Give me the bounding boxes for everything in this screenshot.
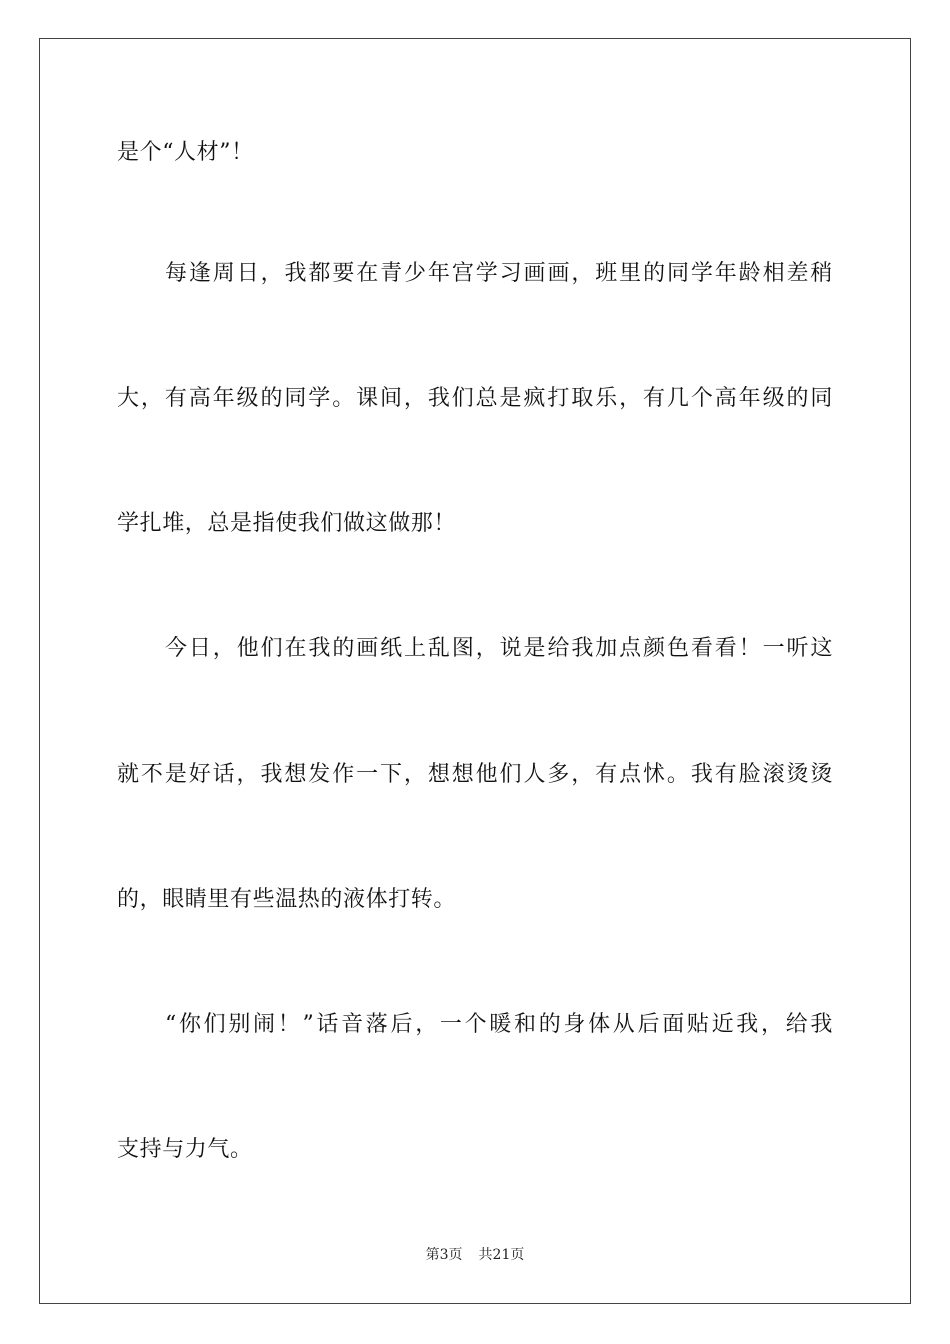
text-line: 学扎堆，总是指使我们做这做那！ [117, 511, 457, 536]
paragraph-first-line: 今日，他们在我的画纸上乱图，说是给我加点颜色看看！一听这 [165, 636, 833, 661]
text-line: 就不是好话，我想发作一下，想想他们人多，有点怵。我有脸滚烫烫 [117, 762, 833, 787]
text-line: 支持与力气。 [117, 1137, 253, 1162]
paragraph-first-line: 每逢周日，我都要在青少年宫学习画画，班里的同学年龄相差稍 [165, 261, 833, 286]
page-border [39, 38, 911, 1304]
page-number: 第3页 [425, 1247, 463, 1263]
text-line: 是个“人材”！ [117, 140, 254, 165]
paragraph-first-line: “你们别闹！”话音落后，一个暖和的身体从后面贴近我，给我 [165, 1012, 833, 1037]
page-total: 共21页 [478, 1247, 525, 1263]
text-line: 的，眼睛里有些温热的液体打转。 [117, 887, 457, 912]
text-line: 大，有高年级的同学。课间，我们总是疯打取乐，有几个高年级的同 [117, 386, 833, 411]
page-footer [0, 1246, 950, 1264]
